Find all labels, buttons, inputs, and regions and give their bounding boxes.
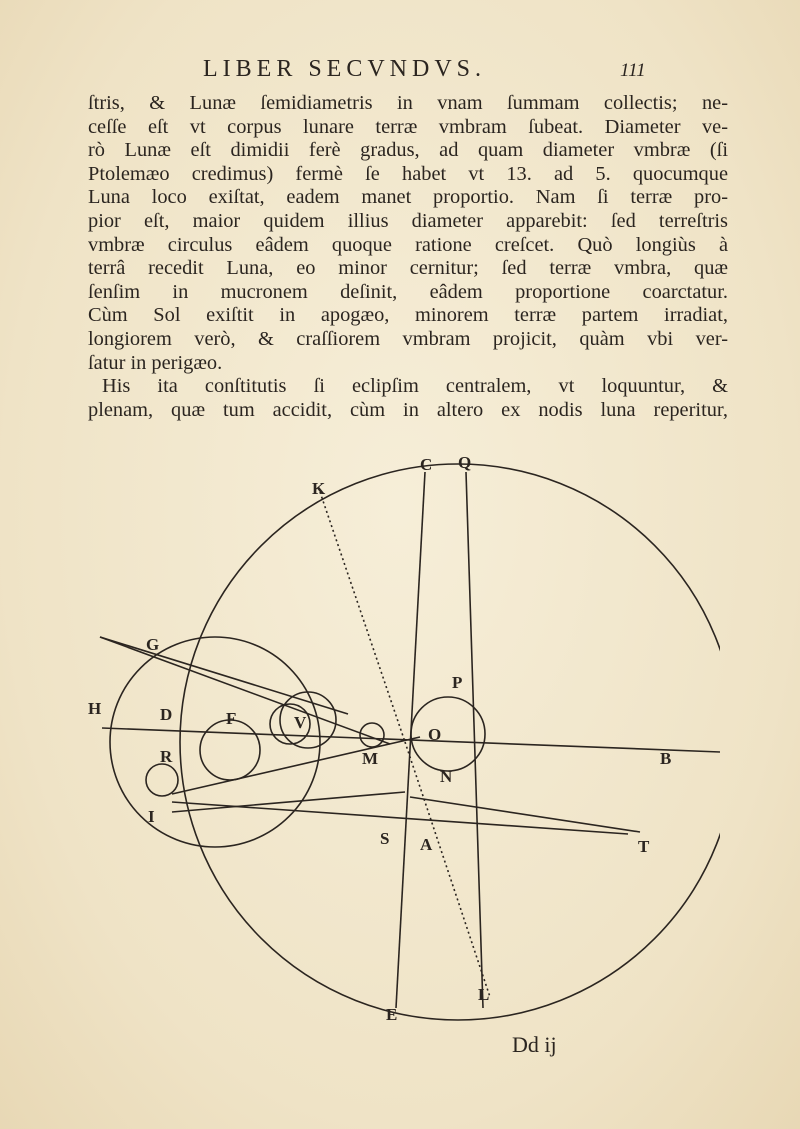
text-line: ſatur in perigæo. <box>88 351 223 374</box>
label-b: B <box>660 749 672 768</box>
diagram-svg <box>80 452 720 1032</box>
label-t: T <box>638 837 650 856</box>
label-g: G <box>146 635 160 654</box>
running-title: LIBER SECVNDVS. <box>203 56 487 82</box>
page-number: 111 <box>620 60 646 81</box>
label-d: D <box>160 705 173 724</box>
label-o: O <box>428 725 442 744</box>
text-line: terrâ recedit Luna, eo minor cernitur; ſed terræ vmbra, quæ <box>88 257 728 280</box>
signature-mark: Dd ij <box>512 1032 557 1057</box>
text-line: rò Lunæ eſt dimidii ferè gradus, ad quam diameter vmbræ (ſi <box>88 139 728 162</box>
running-head <box>0 56 800 86</box>
sun-circle <box>110 637 320 847</box>
moon-circle <box>146 764 178 796</box>
label-h: H <box>88 699 102 718</box>
moon-circle <box>280 692 336 748</box>
label-f: F <box>226 709 237 728</box>
label-i: I <box>148 807 155 826</box>
label-a: A <box>420 835 433 854</box>
text-line: ſtris, & Lunæ ſemidiametris in vnam ſummam collectis; ne- <box>88 92 728 114</box>
label-q: Q <box>458 453 472 472</box>
text-line: pior eſt, maior quidem illius diameter apparebit: ſed terreſtris <box>88 209 728 232</box>
label-n: N <box>440 767 453 786</box>
text-line: longiorem verò, & craſſiorem vmbram projicit, quàm vbi ver- <box>88 327 728 350</box>
label-v: V <box>294 713 307 732</box>
label-l: L <box>478 985 490 1004</box>
text-line: ceſſe eſt vt corpus lunare terræ vmbram ſubeat. Diameter ve- <box>88 115 728 138</box>
body-text <box>88 92 728 422</box>
text-line: ſenſim in mucronem deſinit, eâdem proportione coarctatur. <box>88 280 728 303</box>
text-line: plenam, quæ tum accidit, cùm in altero ex nodis luna reperitur, <box>88 398 728 421</box>
text-line: Cùm Sol exiſtit in apogæo, minorem terræ partem irradiat, <box>88 304 728 327</box>
label-k: K <box>312 479 326 498</box>
label-s: S <box>380 829 390 848</box>
moon-circle <box>200 720 260 780</box>
label-c: C <box>420 455 433 474</box>
label-r: R <box>160 747 173 766</box>
label-e: E <box>386 1005 398 1024</box>
label-m: M <box>362 749 379 768</box>
label-p: P <box>452 673 463 692</box>
text-line: His ita conſtitutis ſi eclipſim centralem, vt loquuntur, & <box>102 375 728 398</box>
text-line: vmbræ circulus eâdem quoque ratione creſcet. Quò longiùs à <box>88 233 728 256</box>
eclipse-diagram <box>80 452 720 1032</box>
text-line: Ptolemæo credimus) fermè ſe habet vt 13. ad 5. quocumque <box>88 162 728 185</box>
text-line: Luna loco exiſtat, eadem manet proportio. Nam ſi terræ pro- <box>88 186 728 209</box>
